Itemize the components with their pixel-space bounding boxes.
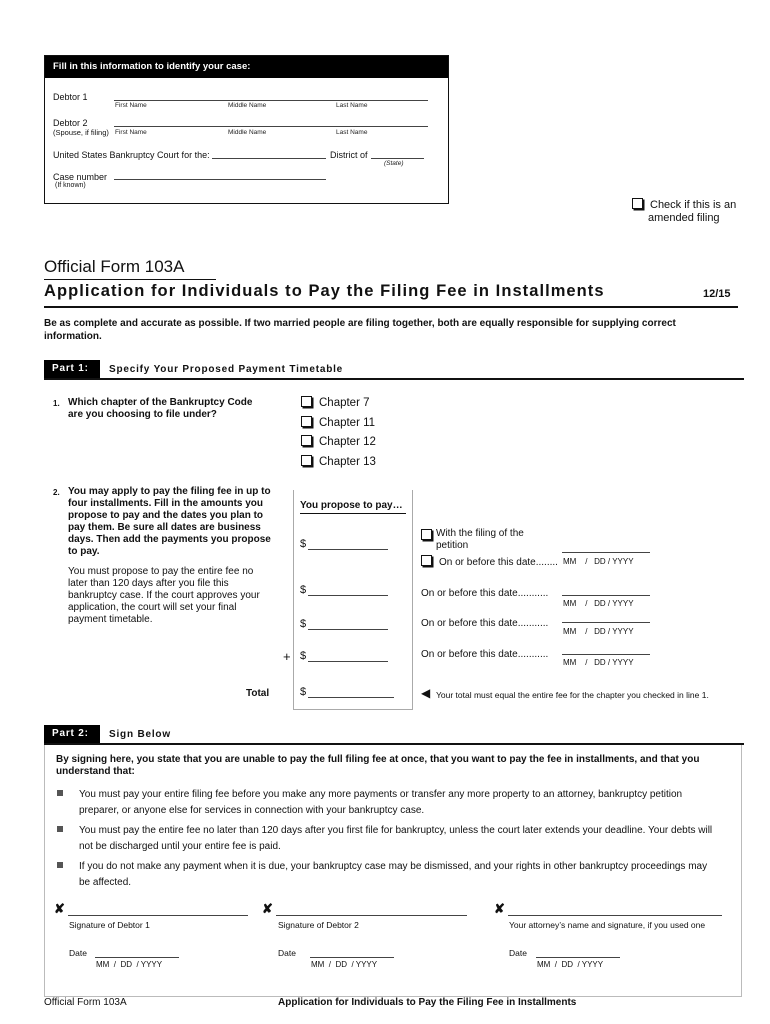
part1-rule xyxy=(44,378,744,380)
chapter-13-label: Chapter 13 xyxy=(319,456,376,468)
plus-sign: + xyxy=(283,649,291,664)
sig-date3-field[interactable] xyxy=(536,957,620,958)
sig3-label: Your attorney’s name and signature, if you used one xyxy=(509,920,706,930)
on-before-3-label: On or before this date........... xyxy=(421,618,549,629)
chapter-12-option[interactable] xyxy=(301,435,376,448)
on-before-4-label: On or before this date........... xyxy=(421,649,549,660)
sig2-label: Signature of Debtor 2 xyxy=(278,920,359,930)
q1-number: 1. xyxy=(53,399,60,408)
on-before-2-label: On or before this date........... xyxy=(421,588,549,599)
sig-date1-format: MM / DD / YYYY xyxy=(96,960,163,969)
chapter-13-box[interactable] xyxy=(301,455,312,466)
payment1-dollar: $ xyxy=(300,538,307,550)
debtor1-last-name-label: Last Name xyxy=(336,102,368,109)
payment4-dollar: $ xyxy=(300,650,307,662)
sig-date2-field[interactable] xyxy=(310,957,394,958)
debtor1-label: Debtor 1 xyxy=(53,92,88,102)
date1-label: Date xyxy=(69,948,87,958)
debtor2-middle-name-label: Middle Name xyxy=(228,129,267,136)
chapter-7-label: Chapter 7 xyxy=(319,397,370,409)
debtor2-first-name-label: First Name xyxy=(115,129,147,136)
q2-note: You must propose to pay the entire fee no later than 120 days after you file this bankruptcy case. If the court approves your application, the court will set your final payment timetable. xyxy=(68,566,260,625)
bullet-2-icon xyxy=(57,826,63,832)
form-title: Application for Individuals to Pay the Filing Fee in Installments xyxy=(44,282,605,300)
q1-text: Which chapter of the Bankruptcy Code are you choosing to file under? xyxy=(68,397,253,420)
payment-box xyxy=(293,490,413,710)
part1-label: Part 1: xyxy=(44,360,100,378)
amended-line1: Check if this is an xyxy=(650,199,737,211)
part2-intro: By signing here, you state that you are unable to pay the full filing fee at once, that you want to pay the fee in installments, and that you understand that: xyxy=(56,754,700,777)
date3-field[interactable] xyxy=(562,622,650,623)
chapter-12-label: Chapter 12 xyxy=(319,436,376,448)
form-name: Official Form 103A xyxy=(44,257,185,276)
sig-date1-field[interactable] xyxy=(95,957,179,958)
sig3-field[interactable] xyxy=(508,915,722,916)
spouse-note: (Spouse, if filing) xyxy=(53,128,109,137)
propose-header: You propose to pay… xyxy=(300,500,403,511)
q2-text: You may apply to pay the filing fee in up to four installments. Fill in the amounts you propose to pay and the dates you plan to pay them. Be sure all dates are business days. Then add the payments you propose to pay. xyxy=(68,486,271,557)
total-dollar: $ xyxy=(300,686,307,698)
chapter-7-box[interactable] xyxy=(301,396,312,407)
debtor1-middle-name-label: Middle Name xyxy=(228,102,267,109)
title-rule xyxy=(44,306,738,308)
total-amount[interactable] xyxy=(308,697,394,698)
debtor2-label: Debtor 2 xyxy=(53,118,88,128)
chapter-11-box[interactable] xyxy=(301,416,312,427)
total-arrow-icon: ◀ xyxy=(421,686,431,700)
q2-number: 2. xyxy=(53,488,60,497)
chapter-11-option[interactable] xyxy=(301,416,375,429)
date2-format: MM / DD / YYYY xyxy=(563,599,634,608)
sig3-x-icon: ✘ xyxy=(494,901,505,916)
part2-label: Part 2: xyxy=(44,725,100,743)
payment3-amount[interactable] xyxy=(308,629,388,630)
district-label: District of xyxy=(330,150,368,160)
footer-form-name: Official Form 103A xyxy=(44,997,127,1008)
part2-title: Sign Below xyxy=(109,729,171,740)
amended-checkbox[interactable] xyxy=(632,198,736,211)
chapter-12-box[interactable] xyxy=(301,435,312,446)
bullet-1-text: You must pay your entire filing fee before you make any more payments or transfer any more property to an attorney, bankruptcy petition preparer, or anyone else for services in connection with your bankruptcy case. xyxy=(79,789,683,816)
on-before-1-box[interactable] xyxy=(421,555,432,566)
date1-field[interactable] xyxy=(562,552,650,553)
chapter-7-option[interactable] xyxy=(301,396,370,409)
date4-field[interactable] xyxy=(562,654,650,655)
bullet-3-text: If you do not make any payment when it is due, your bankruptcy case may be dismissed, and your rights in other bankruptcy proceedings may be affected. xyxy=(79,861,708,888)
chapter-11-label: Chapter 11 xyxy=(319,417,376,429)
amended-box[interactable] xyxy=(632,198,643,209)
propose-header-underline xyxy=(300,513,406,514)
on-before-1-label: On or before this date........ xyxy=(439,557,558,568)
part1-title: Specify Your Proposed Payment Timetable xyxy=(109,364,344,375)
sig2-field[interactable] xyxy=(276,915,467,916)
payment3-dollar: $ xyxy=(300,618,307,630)
date3-label: Date xyxy=(509,948,527,958)
bullet-3-icon xyxy=(57,862,63,868)
court-field[interactable] xyxy=(212,158,326,159)
with-filing-label: With the filing of the petition xyxy=(436,528,524,551)
debtor1-first-name-label: First Name xyxy=(115,102,147,109)
amended-line2: amended filing xyxy=(648,212,720,224)
date3-format: MM / DD / YYYY xyxy=(563,627,634,636)
sig2-x-icon: ✘ xyxy=(262,901,273,916)
form-name-underline xyxy=(44,279,216,280)
total-label: Total xyxy=(246,688,270,699)
court-label: United States Bankruptcy Court for the: xyxy=(53,150,210,160)
sig-date2-format: MM / DD / YYYY xyxy=(311,960,378,969)
debtor2-last-name-label: Last Name xyxy=(336,129,368,136)
debtor1-name-field[interactable] xyxy=(114,100,428,101)
date4-format: MM / DD / YYYY xyxy=(563,658,634,667)
bullet-2-text: You must pay the entire fee no later than 120 days after you first file for bankruptcy, unless the court later extends your deadline. Your debts will not be discharged until your entire fee is paid. xyxy=(79,825,713,852)
case-number-field[interactable] xyxy=(114,179,326,180)
sig1-x-icon: ✘ xyxy=(54,901,65,916)
chapter-13-option[interactable] xyxy=(301,455,376,468)
on-before-1-option[interactable] xyxy=(421,555,558,568)
sig1-field[interactable] xyxy=(68,915,248,916)
identify-case-header: Fill in this information to identify your case: xyxy=(45,56,448,78)
payment2-amount[interactable] xyxy=(308,595,388,596)
payment2-dollar: $ xyxy=(300,584,307,596)
sig1-label: Signature of Debtor 1 xyxy=(69,920,150,930)
form-version: 12/15 xyxy=(703,288,731,300)
payment1-amount[interactable] xyxy=(308,549,388,550)
case-number-label: Case number xyxy=(53,172,108,182)
district-field[interactable] xyxy=(371,158,424,159)
date1-format: MM / DD / YYYY xyxy=(563,557,634,566)
total-note: Your total must equal the entire fee for the chapter you checked in line 1. xyxy=(436,690,709,700)
state-label: (State) xyxy=(384,160,404,167)
sig-date3-format: MM / DD / YYYY xyxy=(537,960,604,969)
footer-title: Application for Individuals to Pay the Filing Fee in Installments xyxy=(278,997,577,1008)
bullet-1-icon xyxy=(57,790,63,796)
form-intro: Be as complete and accurate as possible. If two married people are filing together, both are equally responsible for supplying correct information. xyxy=(44,318,676,342)
with-filing-option[interactable] xyxy=(421,528,541,552)
debtor2-name-field[interactable] xyxy=(114,126,428,127)
if-known-note: (If known) xyxy=(55,182,86,189)
with-filing-box[interactable] xyxy=(421,529,432,540)
payment4-amount[interactable] xyxy=(308,661,388,662)
date2-label: Date xyxy=(278,948,296,958)
date2-field[interactable] xyxy=(562,595,650,596)
